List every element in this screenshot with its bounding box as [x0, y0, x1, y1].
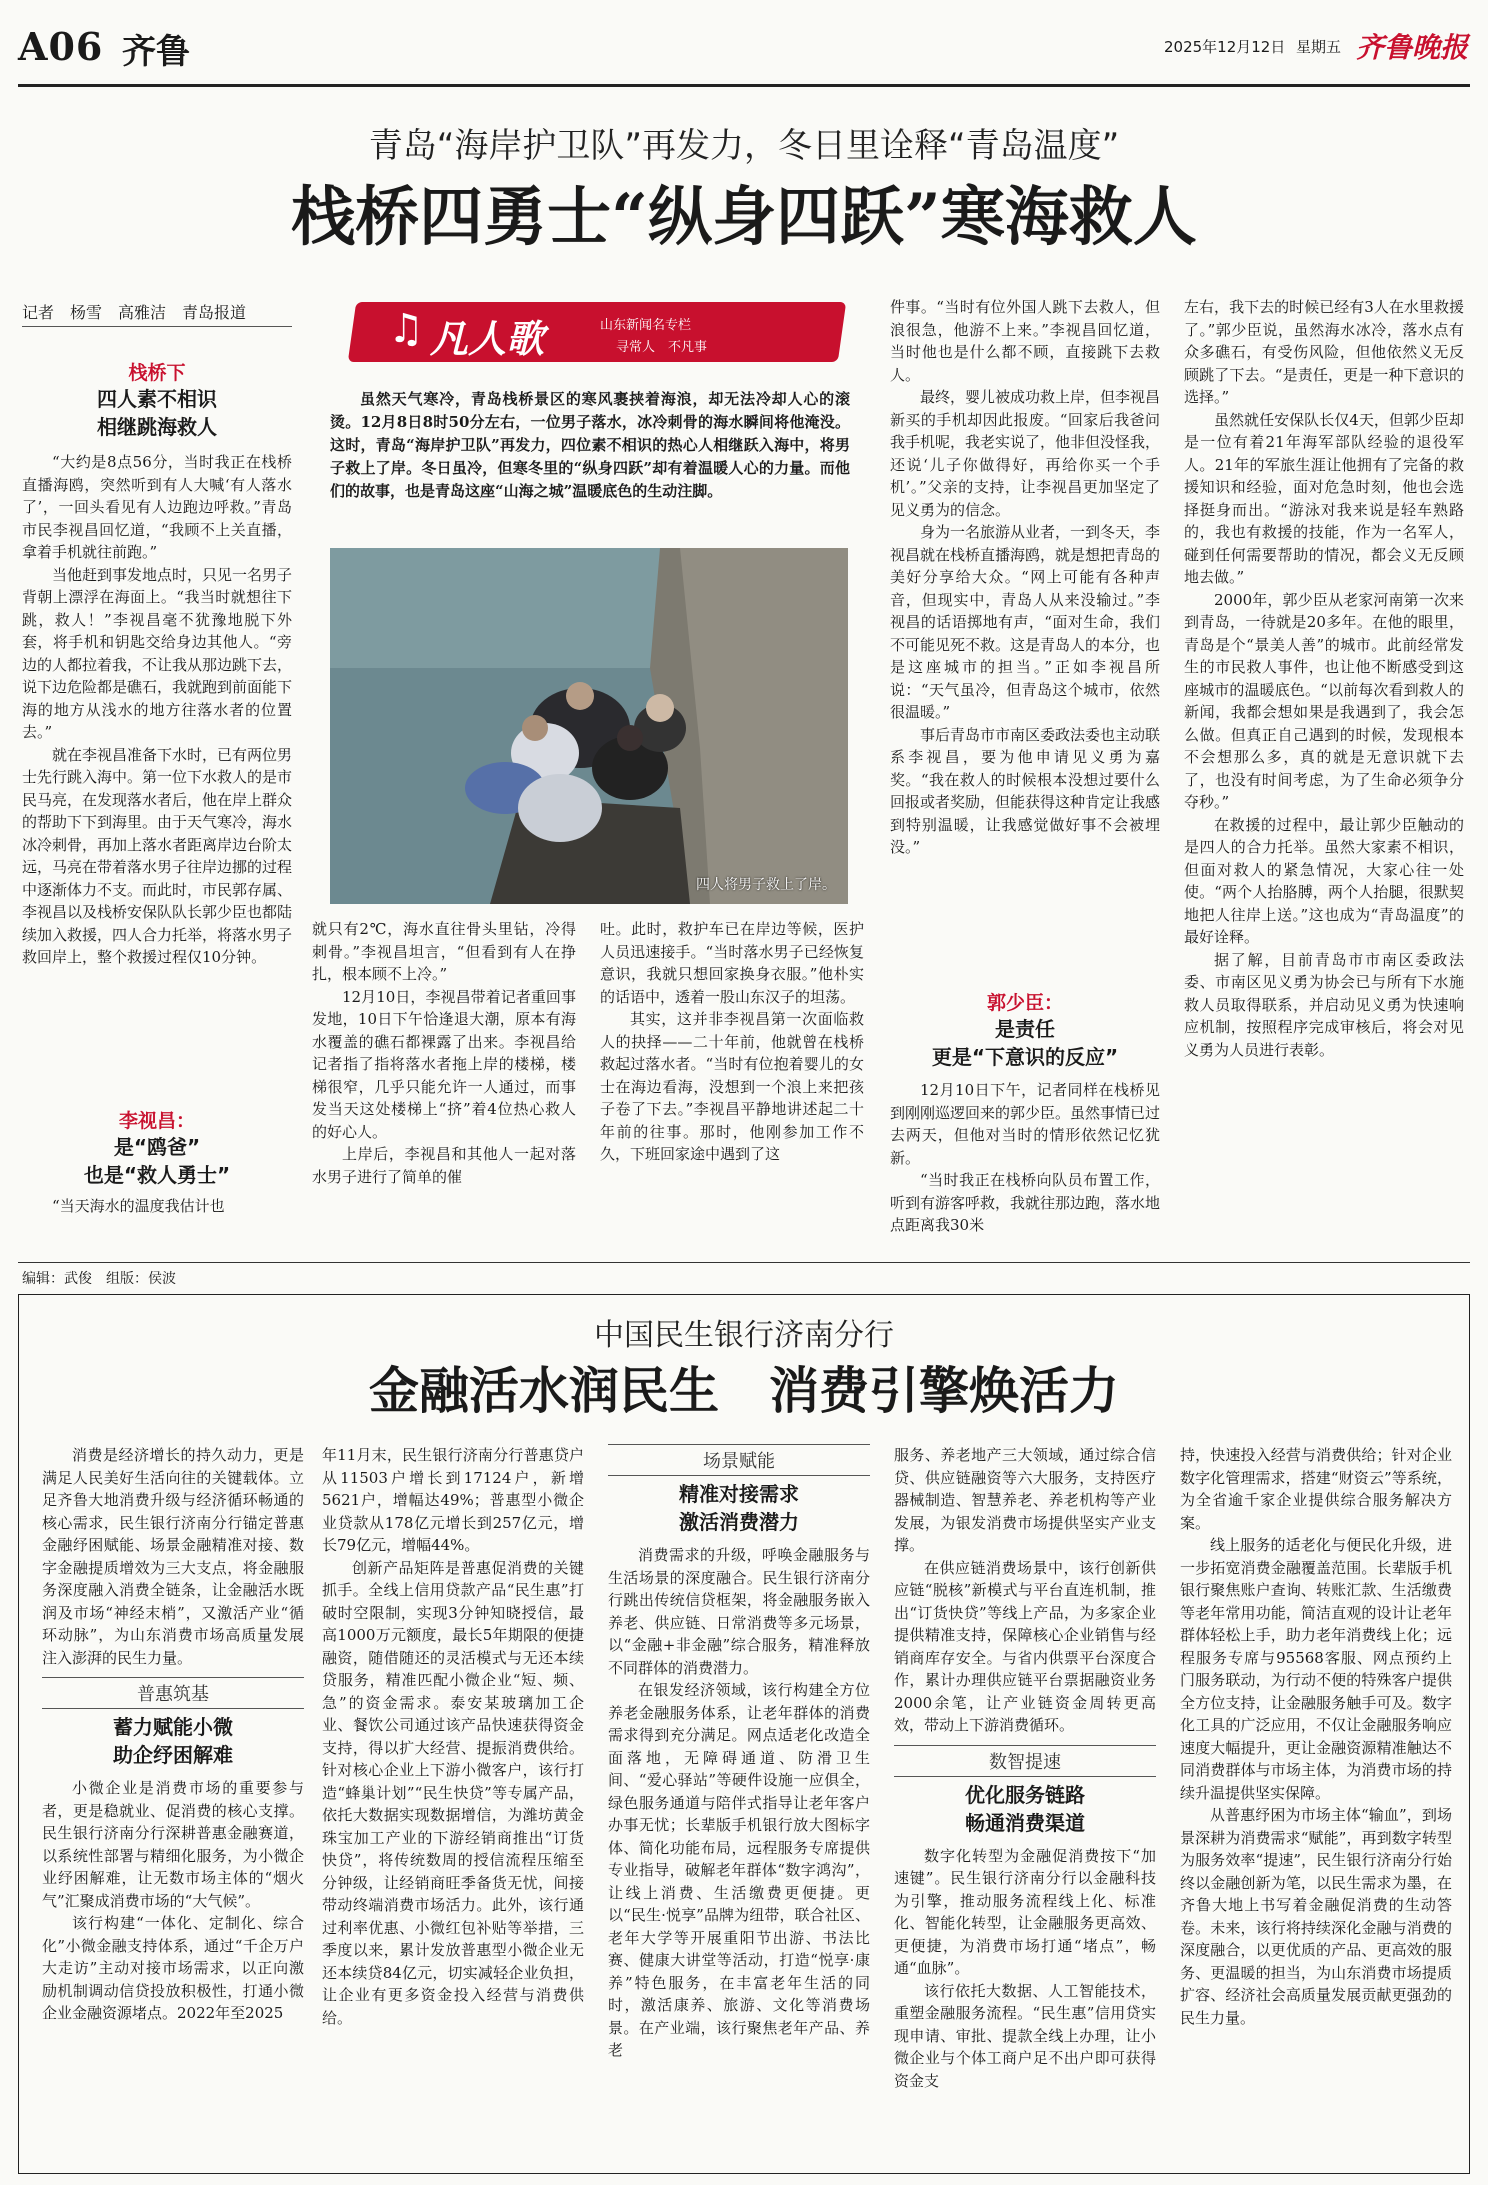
col4-paragraph: 事后青岛市市南区委政法委也主动联系李视昌，要为他申请见义勇为嘉奖。“我在救人的时候根本没想过要什么回报或者奖励，但能获得这种肯定让我感到特别温暖，让我感觉做好事不会被埋没。”	[890, 725, 1161, 856]
story2-column-1	[42, 1444, 304, 2025]
col4-paragraph: 12月10日下午，记者同样在栈桥见到刚刚巡逻回来的郭少臣。虽然事情已过去两天，但他对当时的情形依然记忆犹新。	[890, 1081, 1161, 1167]
sub2-title-1: 是“鸥爸”	[113, 1135, 201, 1159]
secA-kicker: 普惠筑基	[42, 1677, 304, 1709]
rescue-photo	[330, 548, 848, 904]
lead-paragraph: 虽然天气寒冷，青岛栈桥景区的寒风裹挟着海浪，却无法冷却人心的滚烫。12月8日8时50分左右，一位男子落水，冰冷刺骨的海水瞬间将他淹没。这时，青岛“海岸护卫队”再发力，四位素不相识的热心人相继跃入海中，将男子救上了岸。冬日虽冷，但寒冬里的“纵身四跃”却有着温暖人心的力量。而他们的故事，也是青岛这座“山海之城”温暖底色的生动注脚。	[330, 390, 850, 500]
sub3-title-1: 是责任	[995, 1017, 1055, 1041]
secB-title-2: 激活消费潜力	[679, 1510, 799, 1534]
col4-paragraph: 件事。“当时有位外国人跳下去救人，但浪很急，他游不上来。”李视昌回忆道，当时他也是什么都不顾，直接跳下去救人。	[890, 298, 1160, 384]
s2-col2-paragraph: 年11月末，民生银行济南分行普惠贷户从11503户增长到17124户，新增5621户，增幅达49%；普惠型小微企业贷款从178亿元增长到257亿元，增长79亿元，增幅44%。	[322, 1446, 584, 1554]
s2-col1-paragraph: 小微企业是消费市场的重要参与者，更是稳就业、促消费的核心支撑。民生银行济南分行深耕普惠金融赛道，以系统性部署与精细化服务，为小微企业纾困解难，让无数市场主体的“烟火气”汇聚成消费市场的“大气候”。	[42, 1779, 304, 1910]
story2-column-5	[1180, 1444, 1452, 2029]
page-header	[18, 18, 1470, 78]
secC-kicker: 数智提速	[894, 1745, 1156, 1777]
secA-title-1: 蓄力赋能小微	[113, 1715, 233, 1739]
s2-col3-paragraph: 在银发经济领域，该行构建全方位养老金融服务体系，让老年群体的消费需求得到充分满足。网点适老化改造全面落地，无障碍通道、防滑卫生间、“爱心驿站”等硬件设施一应俱全，绿色服务通道与陪伴式指导让老年客户办事无忧；长辈版手机银行放大图标字体、简化功能布局，远程服务专席提供专业指导，破解老年群体“数字鸿沟”，让线上消费、生活缴费更便捷。更以“民生·悦享”品牌为纽带，联合社区、老年大学等开展重阳节出游、书法比赛、健康大讲堂等活动，打造“悦享·康养”特色服务，在丰富老年生活的同时，激活康养、旅游、文化等消费场景。在产业端，该行聚焦老年产品、养老	[608, 1681, 870, 2059]
story1-column-4	[890, 296, 1160, 859]
story1-column-4-bottom	[890, 988, 1160, 1237]
secC-title-2: 畅通消费渠道	[965, 1810, 1085, 1835]
story2-column-3	[608, 1444, 870, 2062]
col2-paragraph: 12月10日，李视昌带着记者重回事发地，10日下午恰逢退大潮，原本有海水覆盖的礁石都裸露了出来。李视昌给记者指了指将落水者拖上岸的楼梯，楼梯很窄，几乎只能允许一人通过，而事发当天这处楼梯上“挤”着4位热心救人的好心人。	[312, 987, 576, 1141]
section-name: 齐鲁	[122, 32, 190, 72]
s2-col2-paragraph: 创新产品矩阵是普惠促消费的关键抓手。全线上信用贷款产品“民生惠”打破时空限制，实现3分钟知晓授信，最高1000万元额度，最长5年期限的便捷融资，随借随还的灵活模式与无还本续贷服务，精准匹配小微企业“短、频、急”的资金需求。泰安某玻璃加工企业、餐饮公司通过该产品快速获得资金支持，得以扩大经营、提振消费供给。针对核心企业上下游小微客户，该行打造“蜂巢计划”“民生快贷”等专属产品，依托大数据实现数据增信，为潍坊黄金珠宝加工产业的下游经销商推出“订货快贷”，将传统数周的授信流程压缩至分钟级，让经销商旺季备货无忧，间接带动终端消费市场活力。此外，该行通过利率优惠、小微红包补贴等举措，三季度以来，累计发放普惠型小微企业无还本续贷84亿元，切实减轻企业负担，让企业有更多资金投入经营与消费供给。	[322, 1558, 584, 2027]
sub3-title-2: 更是“下意识的反应”	[931, 1045, 1119, 1069]
issue-weekday: 星期五	[1296, 38, 1342, 56]
story1-byline: 记者 杨雪 高雅洁 青岛报道	[22, 303, 247, 322]
story1-column-1-bottom	[22, 1106, 292, 1218]
editor-rule	[18, 1262, 1470, 1263]
story2-headline: 金融活水润民生 消费引擎焕活力	[369, 1361, 1119, 1420]
s2-col5-paragraph: 线上服务的适老化与便民化升级，进一步拓宽消费金融覆盖范围。长辈版手机银行聚焦账户查询、转账汇款、生活缴费等老年常用功能，简洁直观的设计让老年群体轻松上手，助力老年消费线上化；远程服务专席与95568客服、网点预约上门服务联动，为行动不便的特殊客户提供全方位支持，让金融服务触手可及。数字化工具的广泛应用，不仅让金融服务响应速度大幅提升，更让金融资源精准触达不同消费群体与市场主体，为消费市场的持续升温提供坚实保障。	[1180, 1536, 1452, 1802]
story1-column-1	[22, 358, 292, 969]
sub3-kicker: 郭少臣：	[986, 992, 1063, 1014]
col5-paragraph: 左右，我下去的时候已经有3人在水里救援了。”郭少臣说，虽然海水冰冷，落水点有众多礁石，有受伤风险，但他依然义无反顾跳了下去。“是责任，更是一种下意识的选择。”	[1184, 298, 1464, 406]
column-logo-name: 凡人歌	[430, 316, 545, 361]
column-logo-tag2: 寻常人 不凡事	[616, 340, 708, 355]
col5-paragraph: 据了解，目前青岛市市南区委政法委、市南区见义勇为协会已与所有下水施救人员取得联系，并启动见义勇为快速响应机制，按照程序完成审核后，将会对见义勇为人员进行表彰。	[1184, 950, 1464, 1059]
newspaper-logo: 齐鲁晚报	[1356, 31, 1469, 64]
col5-paragraph: 在救援的过程中，最让郭少臣触动的是四人的合力托举。虽然大家素不相识，但面对救人的紧急情况，大家心往一处使。“两个人抬胳膊，两个人抬腿，很默契地把人往岸上送。”这也成为“青岛温度”的最好诠释。	[1184, 815, 1464, 946]
sub2-title-2: 也是“救人勇士”	[83, 1163, 231, 1187]
s2-col1-paragraph: 该行构建“一体化、定制化、综合化”小微金融支持体系，通过“千企万户大走访”主动对接市场需求，以正向激励机制调动信贷投放积极性，打通小微企业金融资源堵点。2022年至2025	[42, 1914, 304, 2022]
issue-date: 2025年12月12日	[1164, 38, 1286, 56]
col5-paragraph: 2000年，郭少臣从老家河南第一次来到青岛，一待就是20多年。在他的眼里，青岛是个“景美人善”的城市。此前经常发生的市民救人事件，也让他不断感受到这座城市的温暖底色。“以前每次看到救人的新闻，我都会想如果是我遇到了，我会怎么做。但真正自己遇到的时候，发现根本不会想那么多，真的就是无意识就下去了，也没有时间考虑，为了生命必须争分夺秒。”	[1184, 590, 1464, 811]
header-rule	[18, 84, 1470, 87]
story1-headline: 栈桥四勇士“纵身四跃”寒海救人	[291, 180, 1197, 255]
col4-paragraph: 最终，婴儿被成功救上岸，但李视昌新买的手机却因此报废。“回家后我爸问我手机呢，我老实说了，他非但没怪我，还说‘儿子你做得好，再给你买一个手机’。”父亲的支持，让李视昌更加坚定了见义勇为的信念。	[890, 388, 1161, 519]
s2-col5-paragraph: 从普惠纾困为市场主体“输血”，到场景深耕为消费需求“赋能”，再到数字转型为服务效率“提速”，民生银行济南分行始终以金融创新为笔，以民生需求为墨，在齐鲁大地上书写着金融促消费的生动答卷。未来，该行将持续深化金融与消费的深度融合，以更优质的产品、更高效的服务、更温暖的担当，为山东消费市场提质扩容、经济社会高质量发展贡献更强劲的民生力量。	[1180, 1806, 1452, 2027]
photo-caption: 四人将男子救上了岸。	[696, 877, 836, 893]
col2-paragraph: 上岸后，李视昌和其他人一起对落水男子进行了简单的催	[312, 1145, 576, 1186]
story1-kicker: 青岛“海岸护卫队”再发力，冬日里诠释“青岛温度”	[368, 126, 1120, 166]
s2-col4-paragraph: 数字化转型为金融促消费按下“加速键”。民生银行济南分行以金融科技为引擎，推动服务流程线上化、标准化、智能化转型，让金融服务更高效、更便捷，为消费市场打通“堵点”，畅通“血脉”。	[894, 1846, 1156, 1977]
s2-col4-paragraph: 在供应链消费场景中，该行创新供应链“脱核”新模式与平台直连机制，推出“订货快贷”等线上产品，为多家企业提供精准支持，保障核心企业销售与经销商库存安全。与省内供票平台深度合作，累计办理供应链平台票据融资业务2000余笔，让产业链资金周转更高效，带动上下游消费循环。	[894, 1558, 1156, 1734]
story1-column-2	[312, 918, 576, 1188]
s2-col5-paragraph: 持，快速投入经营与消费供给；针对企业数字化管理需求，搭建“财资云”等系统，为全省逾千家企业提供综合服务解决方案。	[1180, 1446, 1452, 1532]
sub2-kicker: 李视昌：	[118, 1110, 195, 1132]
col1-paragraph: “当天海水的温度我估计也	[52, 1197, 225, 1215]
rescue-photo-drawing	[330, 548, 848, 904]
secB-title-1: 精准对接需求	[679, 1482, 799, 1506]
col1-paragraph: “大约是8点56分，当时我正在栈桥直播海鸥，突然听到有人大喊‘有人落水了’，一回头看见有人边跑边呼救。”青岛市民李视昌回忆道，“我顾不上关直播，拿着手机就往前跑。”	[22, 453, 292, 561]
byline-rule	[22, 326, 292, 327]
editor-line: 编辑：武俊 组版：侯波	[22, 1271, 176, 1287]
s2-col3-paragraph: 消费需求的升级，呼唤金融服务与生活场景的深度融合。民生银行济南分行跳出传统信贷框架，将金融服务嵌入养老、供应链、日常消费等多元场景，以“金融+非金融”综合服务，精准释放不同群体的消费潜力。	[608, 1546, 870, 1677]
story2-column-2	[322, 1444, 584, 2029]
col2-paragraph: 就只有2℃，海水直往骨头里钻，冷得刺骨。”李视昌坦言，“但看到有人在挣扎，根本顾不上冷。”	[312, 920, 576, 983]
col1-paragraph: 就在李视昌准备下水时，已有两位男士先行跳入海中。第一位下水救人的是市民马亮，在发现落水者后，他在岸上群众的帮助下下到海里。由于天气寒冷，海水冰冷刺骨，再加上落水者距离岸边台阶太远，马亮在带着落水男子往岸边挪的过程中逐渐体力不支。而此时，市民郭存属、李视昌以及栈桥安保队队长郭少臣也都陆续加入救援，四人合力托举，将落水男子救回岸上，整个救援过程仅10分钟。	[22, 745, 293, 966]
col3-paragraph: 吐。此时，救护车已在岸边等候，医护人员迅速接手。“当时落水男子已经恢复意识，我就只想回家换身衣服。”他朴实的话语中，透着一股山东汉子的坦荡。	[600, 920, 864, 1006]
s2-col4-paragraph: 该行依托大数据、人工智能技术，重塑金融服务流程。“民生惠”信用贷实现申请、审批、提款全线上办理，让小微企业与个体工商户足不出户即可获得资金支	[894, 1981, 1156, 2090]
s2-col1-paragraph: 消费是经济增长的持久动力，更是满足人民美好生活向往的关键载体。立足齐鲁大地消费升级与经济循环畅通的核心需求，民生银行济南分行锚定普惠金融纾困赋能、场景金融精准对接、数字金融提质增效为三大支点，将金融服务深度融入消费全链条，让金融活水既润及市场“神经末梢”，又激活产业“循环动脉”，为山东消费市场高质量发展注入澎湃的民生力量。	[42, 1446, 304, 1667]
col4-paragraph: “当时我正在栈桥向队员布置工作，听到有游客呼救，我就往那边跑，落水地点距离我30米	[890, 1171, 1161, 1234]
page-number: A06	[18, 24, 104, 69]
sub1-title-2: 相继跳海救人	[97, 415, 217, 439]
sub1-kicker: 栈桥下	[128, 362, 186, 384]
story1-lead	[330, 388, 850, 503]
secC-title-1: 优化服务链路	[965, 1782, 1085, 1807]
s2-col4-paragraph: 服务、养老地产三大领域，通过综合信贷、供应链融资等六大服务，支持医疗器械制造、智慧养老、养老机构等产业发展，为银发消费市场提供坚实产业支撑。	[894, 1446, 1156, 1554]
sub1-title-1: 四人素不相识	[97, 387, 217, 411]
story2-kicker: 中国民生银行济南分行	[594, 1318, 894, 1353]
story2-column-4	[894, 1444, 1156, 2092]
music-note-icon: ♫	[388, 306, 424, 352]
col4-paragraph: 身为一名旅游从业者，一到冬天，李视昌就在栈桥直播海鸥，就是想把青岛的美好分享给大众。“网上可能有各种声音，但现实中，青岛人从来没输过。”李视昌的话语掷地有声，“面对生命，我们不可能见死不救。这是青岛人的本分，也是这座城市的担当。”正如李视昌所说：“天气虽冷，但青岛这个城市，依然很温暖。”	[890, 523, 1161, 721]
column-logo-tag1: 山东新闻名专栏	[600, 318, 692, 333]
col5-paragraph: 虽然就任安保队长仅4天，但郭少臣却是一位有着21年海军部队经验的退役军人。21年的军旅生涯让他拥有了完备的救援知识和经验，面对危急时刻，他也会选择挺身而出。“游泳对我来说是轻车熟路的，我也有救援的技能，作为一名军人，碰到任何需要帮助的情况，都会义无反顾地去做。”	[1184, 410, 1464, 586]
col1-paragraph: 当他赶到事发地点时，只见一名男子背朝上漂浮在海面上。“我当时就想往下跳，救人！”李视昌毫不犹豫地脱下外套，将手机和钥匙交给身边其他人。“旁边的人都拉着我，不让我从那边跳下去，说下边危险都是礁石，我就跑到前面能下海的地方从浅水的地方往落水者的位置去。”	[22, 565, 293, 741]
col3-paragraph: 其实，这并非李视昌第一次面临救人的抉择——二十年前，他就曾在栈桥救起过落水者。“当时有位抱着婴儿的女士在海边看海，没想到一个浪上来把孩子卷了下去。”李视昌平静地讲述起二十年前的往事。那时，他刚参加工作不久，下班回家途中遇到了这	[600, 1010, 864, 1163]
story1-column-3	[600, 918, 864, 1166]
story1-column-5	[1184, 296, 1464, 1061]
secB-kicker: 场景赋能	[608, 1444, 870, 1476]
secA-title-2: 助企纾困解难	[113, 1743, 233, 1767]
secA-header	[42, 1677, 304, 1769]
